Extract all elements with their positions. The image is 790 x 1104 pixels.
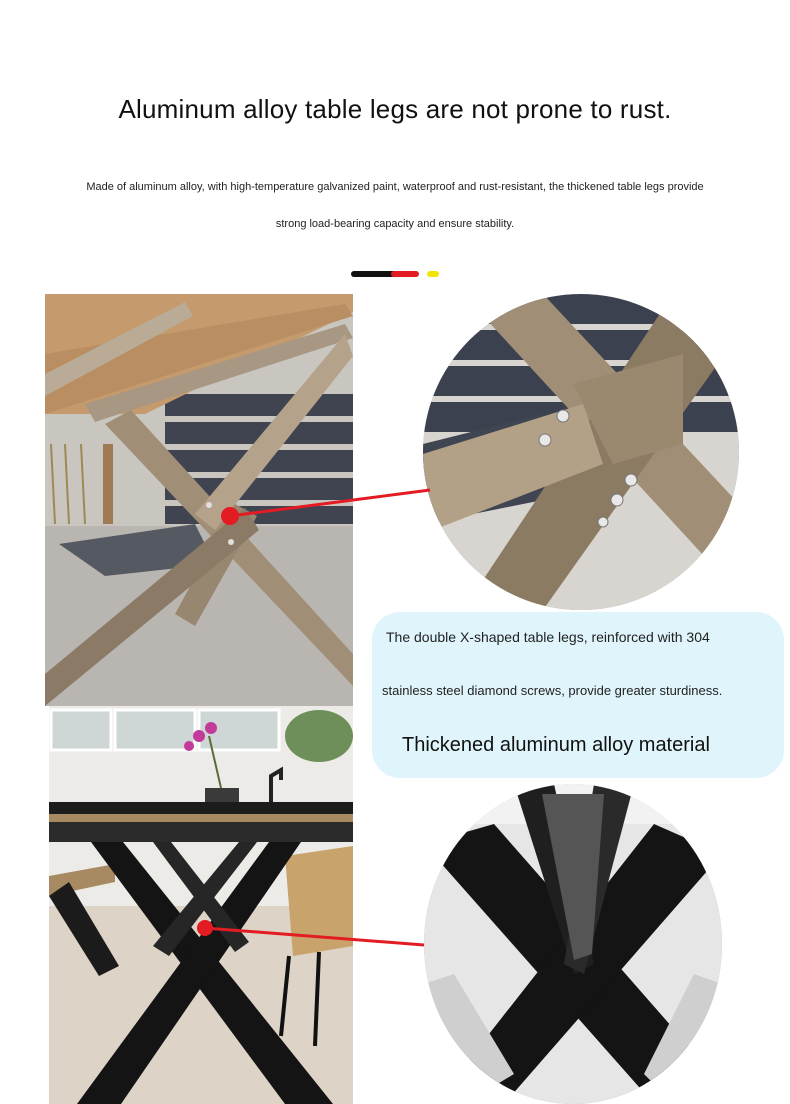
black-joint-closeup [424, 784, 722, 1104]
feature-callout [372, 612, 784, 778]
page-heading: Aluminum alloy table legs are not prone to rust. [118, 94, 672, 124]
callout-line-2: stainless steel diamond screws, provide greater sturdiness. [382, 683, 723, 698]
black-table-leg-photo [49, 706, 353, 1104]
divider-yellow-dot [427, 271, 439, 277]
description-line-1: Made of aluminum alloy, with high-temperature galvanized paint, waterproof and rust-resistant, the thickened table legs provide [86, 181, 704, 193]
divider-red-segment [391, 271, 419, 277]
bronze-joint-closeup [423, 294, 739, 610]
description-line-2: strong load-bearing capacity and ensure stability. [275, 218, 515, 230]
bronze-table-leg-photo [45, 294, 353, 706]
callout-heading: Thickened aluminum alloy material [402, 734, 710, 756]
callout-line-1: The double X-shaped table legs, reinforced with 304 [386, 629, 710, 645]
